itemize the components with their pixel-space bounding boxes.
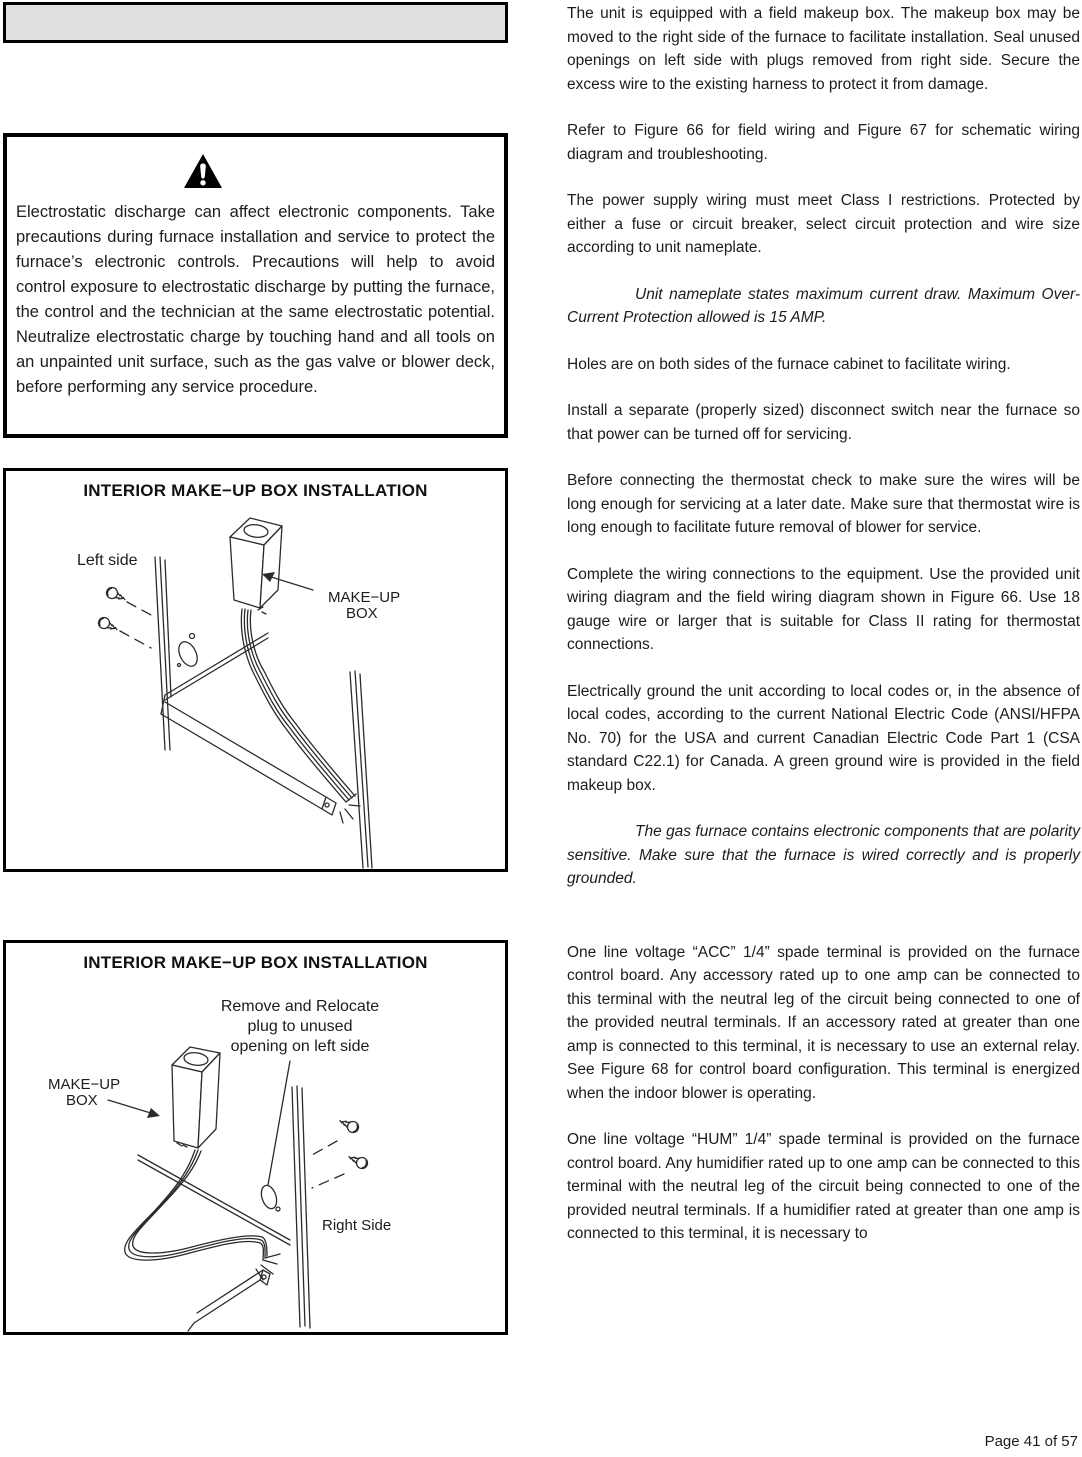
paragraph-note-italic: Unit nameplate states maximum current draw. Maximum Over-Current Protection allowed is 15 AMP. xyxy=(567,285,1080,326)
makeup-box-drawing-left-side xyxy=(6,471,505,869)
paragraph: The unit is equipped with a field makeup box. The makeup box may be moved to the right side of the furnace to facilitate installation. Seal unused openings on left side with plugs removed from right side. Secure the excess wire to the existing harness to protect it from damage. xyxy=(567,5,1080,93)
figure-title: INTERIOR MAKE−UP BOX INSTALLATION xyxy=(83,481,428,500)
paragraph: One line voltage “ACC” 1/4” spade terminal is provided on the furnace control board. Any accessory rated up to one amp can be connected to this terminal with the neutral leg of the circuit being connected to one of the provided neutral terminals. If an accessory rated at greater than one amp is connected to this terminal, it is necessary to use an external relay. See Figure 68 for control board configuration. This terminal is energized when the indoor blower is operating. xyxy=(567,943,1080,1102)
warning-box xyxy=(3,133,508,438)
figure-interior-makeup-box-right xyxy=(3,940,508,1335)
paragraph: Electrically ground the unit according to local codes or, in the absence of local codes, according to the current National Electric Code (ANSI/HFPA No. 70) for the USA and current Canadian Electric Code Part 1 (CSA standard C22.1) for Canada. A green ground wire is provided in the field makeup box. xyxy=(567,682,1080,794)
label-makeup-box-line1: MAKE−UP xyxy=(328,589,401,606)
screw-icon xyxy=(338,1116,361,1135)
body-text-column xyxy=(567,2,1080,1269)
redacted-title-box xyxy=(3,2,508,43)
label-makeup-box-line2: BOX xyxy=(66,1092,98,1109)
paragraph: One line voltage “HUM” 1/4” spade terminal is provided on the furnace control board. Any humidifier rated up to one amp can be connected to this terminal with the neutral leg of the circuit being connected to one of the provided neutral terminals. If a humidifier rated at greater than one amp is connected to this terminal, it is necessary to xyxy=(567,1131,1080,1242)
label-makeup-box-line2: BOX xyxy=(346,605,378,622)
label-makeup-box-line1: MAKE−UP xyxy=(48,1076,121,1093)
paragraph: Refer to Figure 66 for field wiring and Figure 67 for schematic wiring diagram and troubleshooting. xyxy=(567,122,1080,163)
figure-title: INTERIOR MAKE−UP BOX INSTALLATION xyxy=(83,953,428,972)
paragraph: Before connecting the thermostat check to make sure the wires will be long enough for servicing at a later date. Make sure that thermostat wire is long enough to facilitate future removal of blower for service. xyxy=(567,472,1080,536)
screw-icon xyxy=(105,586,128,605)
label-relocate-note-line3: opening on left side xyxy=(230,1038,370,1055)
label-left-side: Left side xyxy=(77,552,138,569)
plug xyxy=(259,1183,280,1210)
paragraph: The power supply wiring must meet Class I restrictions. Protected by either a fuse or circuit breaker, select circuit protection and wire size according to unit nameplate. xyxy=(567,192,1080,256)
knockout-hole xyxy=(175,639,201,669)
figure-interior-makeup-box-left xyxy=(3,468,508,872)
label-right-side: Right Side xyxy=(322,1217,392,1234)
warning-text: Electrostatic discharge can affect electronic components. Take precautions during furnace installation and service to protect the furnace’s electronic controls. Precautions will help to avoid control exposure to electrostatic discharge by putting the furnace, the control and the technician at the same electrostatic potential. Neutralize electrostatic charge by touching hand and all tools on an unpainted unit surface, such as the gas valve or blower deck, before performing any service procedure. xyxy=(16,203,495,396)
label-relocate-note-line1: Remove and Relocate xyxy=(220,998,380,1015)
paragraph: Holes are on both sides of the furnace cabinet to facilitate wiring. xyxy=(567,355,1011,373)
makeup-box xyxy=(172,1047,220,1148)
screw-icon xyxy=(97,616,120,635)
label-relocate-note-line2: plug to unused xyxy=(247,1018,353,1035)
page-number: Page 41 of 57 xyxy=(984,1433,1078,1450)
screw-icon xyxy=(347,1152,370,1171)
paragraph-note-italic: The gas furnace contains electronic components that are polarity sensitive. Make sure that the furnace is wired correctly and is properly grounded. xyxy=(567,823,1080,887)
warning-triangle-icon xyxy=(183,153,223,191)
makeup-box xyxy=(230,518,282,614)
makeup-box-drawing-right-side xyxy=(6,943,505,1332)
paragraph: Install a separate (properly sized) disconnect switch near the furnace so that power can be turned off for servicing. xyxy=(567,402,1080,443)
paragraph: Complete the wiring connections to the equipment. Use the provided unit wiring diagram and the field wiring diagram shown in Figure 66. Use 18 gauge wire or larger that is suitable for Class II rating for thermostat connections. xyxy=(567,565,1080,653)
